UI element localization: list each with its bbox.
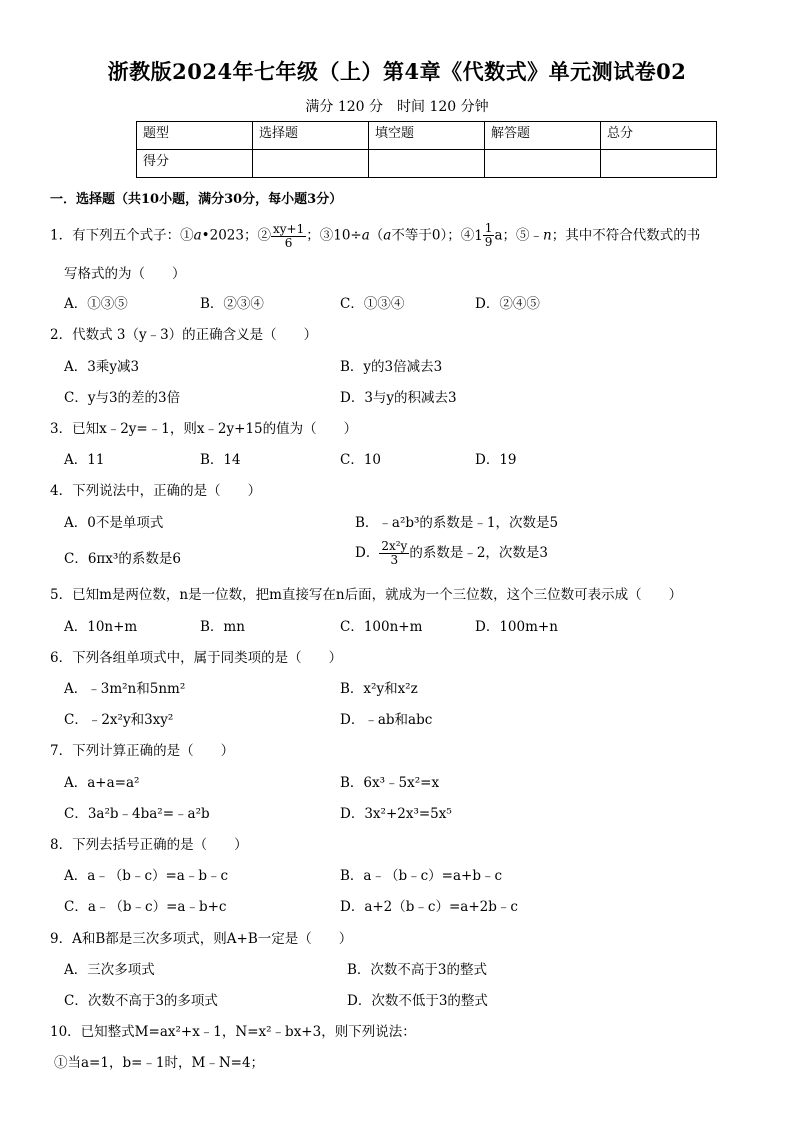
- fraction: [379, 540, 409, 567]
- option-d: D．﹣ab和abc: [340, 712, 433, 728]
- option-a: A．11: [64, 452, 105, 468]
- score-table-header-row: [137, 122, 717, 150]
- score-table-score-row: [137, 150, 717, 178]
- table-cell: 总分: [601, 122, 717, 150]
- option-d: [355, 540, 548, 567]
- table-cell: 题型: [137, 122, 253, 150]
- question-1-stem: [50, 222, 700, 250]
- option-c: C．100n+m: [340, 619, 423, 635]
- option-a: A．10n+m: [64, 619, 138, 635]
- text-span: ；③10÷: [306, 227, 362, 244]
- question-7-stem: 7．下列计算正确的是（ ）: [50, 743, 235, 759]
- question-8-stem: 8．下列去括号正确的是（ ）: [50, 837, 248, 853]
- question-9-stem: 9．A和B都是三次多项式，则A+B一定是（ ）: [50, 931, 353, 947]
- option-b: B．②③④: [200, 296, 264, 312]
- option-b: B．x²y和x²z: [340, 681, 418, 697]
- option-a: A．3乘y减3: [64, 359, 140, 375]
- text-span: n: [543, 227, 552, 244]
- text-span: ；其中不符合代数式的书: [551, 227, 701, 244]
- text-span: （: [369, 227, 384, 244]
- table-cell: 填空题: [369, 122, 485, 150]
- text-span: a: [361, 227, 370, 244]
- option-c: C．次数不高于3的多项式: [64, 993, 218, 1009]
- fraction-numerator: xy+1: [272, 221, 305, 236]
- mixed-whole: 1: [474, 227, 483, 244]
- fraction-numerator: 2x²y: [381, 539, 408, 553]
- option-a: A．①③⑤: [64, 296, 128, 312]
- score-table: [136, 121, 717, 178]
- fraction-numerator: 1: [484, 221, 493, 235]
- table-cell: 得分: [137, 150, 253, 178]
- option-c: C．6πx³的系数是6: [64, 551, 181, 567]
- exam-info: 满分 120 分 时间 120 分钟: [305, 99, 489, 115]
- option-d: D．3x²+2x³=5x⁵: [340, 806, 452, 822]
- option-b: B．6x³﹣5x²=x: [340, 775, 440, 791]
- option-a: A．0不是单项式: [64, 515, 164, 531]
- fraction-denominator: 3: [390, 553, 399, 567]
- table-cell: [485, 150, 601, 178]
- question-6-stem: 6．下列各组单项式中，属于同类项的是（ ）: [50, 650, 343, 666]
- option-d: D．次数不低于3的整式: [347, 993, 488, 1009]
- page-title: 浙教版2024年七年级（上）第4章《代数式》单元测试卷02: [107, 59, 687, 84]
- fraction-denominator: 9: [484, 235, 493, 249]
- fraction: [271, 223, 306, 250]
- option-a: A．a﹣（b﹣c）=a﹣b﹣c: [64, 868, 229, 884]
- text-span: a: [383, 227, 392, 244]
- question-10-stem: 10．已知整式M=ax²+x﹣1，N=x²﹣bx+3，则下列说法：: [50, 1024, 416, 1040]
- question-3-stem: 3．已知x﹣2y=﹣1，则x﹣2y+15的值为（ ）: [50, 421, 358, 437]
- option-c: C．3a²b﹣4ba²=﹣a²b: [64, 806, 210, 822]
- question-4-stem: 4．下列说法中，正确的是（ ）: [50, 483, 262, 499]
- option-d: D．3与y的积减去3: [340, 390, 457, 406]
- text-span: •2023；②: [201, 227, 271, 244]
- option-d: D．100m+n: [475, 619, 558, 635]
- fraction: [483, 222, 495, 249]
- fraction-denominator: 6: [284, 235, 293, 250]
- table-cell: [601, 150, 717, 178]
- option-a: A．a+a=a²: [64, 775, 140, 791]
- option-d: D．②④⑤: [475, 296, 540, 312]
- option-c: C．a﹣（b﹣c）=a﹣b+c: [64, 899, 227, 915]
- option-c: C．10: [340, 452, 382, 468]
- question-5-stem: 5．已知m是两位数，n是一位数，把m直接写在n后面，就成为一个三位数，这个三位数可表示成（ ）: [50, 587, 683, 603]
- mixed-number: [474, 222, 494, 249]
- question-1-stem-line2: 写格式的为（ ）: [64, 266, 186, 282]
- text-span: 不等于0）；④: [391, 227, 475, 244]
- text-span: a；⑤﹣: [494, 227, 543, 244]
- option-c: C．﹣2x²y和3xy²: [64, 712, 174, 728]
- question-10-item-1: ①当a=1，b=﹣1时，M﹣N=4；: [54, 1055, 265, 1071]
- text-span: a: [193, 227, 202, 244]
- option-b: B．﹣a²b³的系数是﹣1，次数是5: [355, 515, 559, 531]
- option-d: D．a+2（b﹣c）=a+2b﹣c: [340, 899, 518, 915]
- section-title: 一．选择题（共10小题，满分30分，每小题3分）: [50, 192, 343, 207]
- table-cell: [253, 150, 369, 178]
- text-span: D．: [355, 545, 380, 561]
- table-cell: 解答题: [485, 122, 601, 150]
- option-b: B．y的3倍减去3: [340, 359, 443, 375]
- option-b: B．次数不高于3的整式: [347, 962, 488, 978]
- question-2-stem: 2．代数式 3（y﹣3）的正确含义是（ ）: [50, 327, 318, 343]
- table-cell: [369, 150, 485, 178]
- option-d: D．19: [475, 452, 517, 468]
- option-a: A．三次多项式: [64, 962, 155, 978]
- option-c: C．①③④: [340, 296, 405, 312]
- option-b: B．mn: [200, 619, 245, 635]
- table-cell: 选择题: [253, 122, 369, 150]
- option-b: B．a﹣（b﹣c）=a+b﹣c: [340, 868, 503, 884]
- option-a: A．﹣3m²n和5nm²: [64, 681, 186, 697]
- text-span: 1．有下列五个式子：①: [50, 227, 194, 244]
- option-c: C．y与3的差的3倍: [64, 390, 181, 406]
- text-span: 的系数是﹣2，次数是3: [409, 545, 549, 561]
- option-b: B．14: [200, 452, 241, 468]
